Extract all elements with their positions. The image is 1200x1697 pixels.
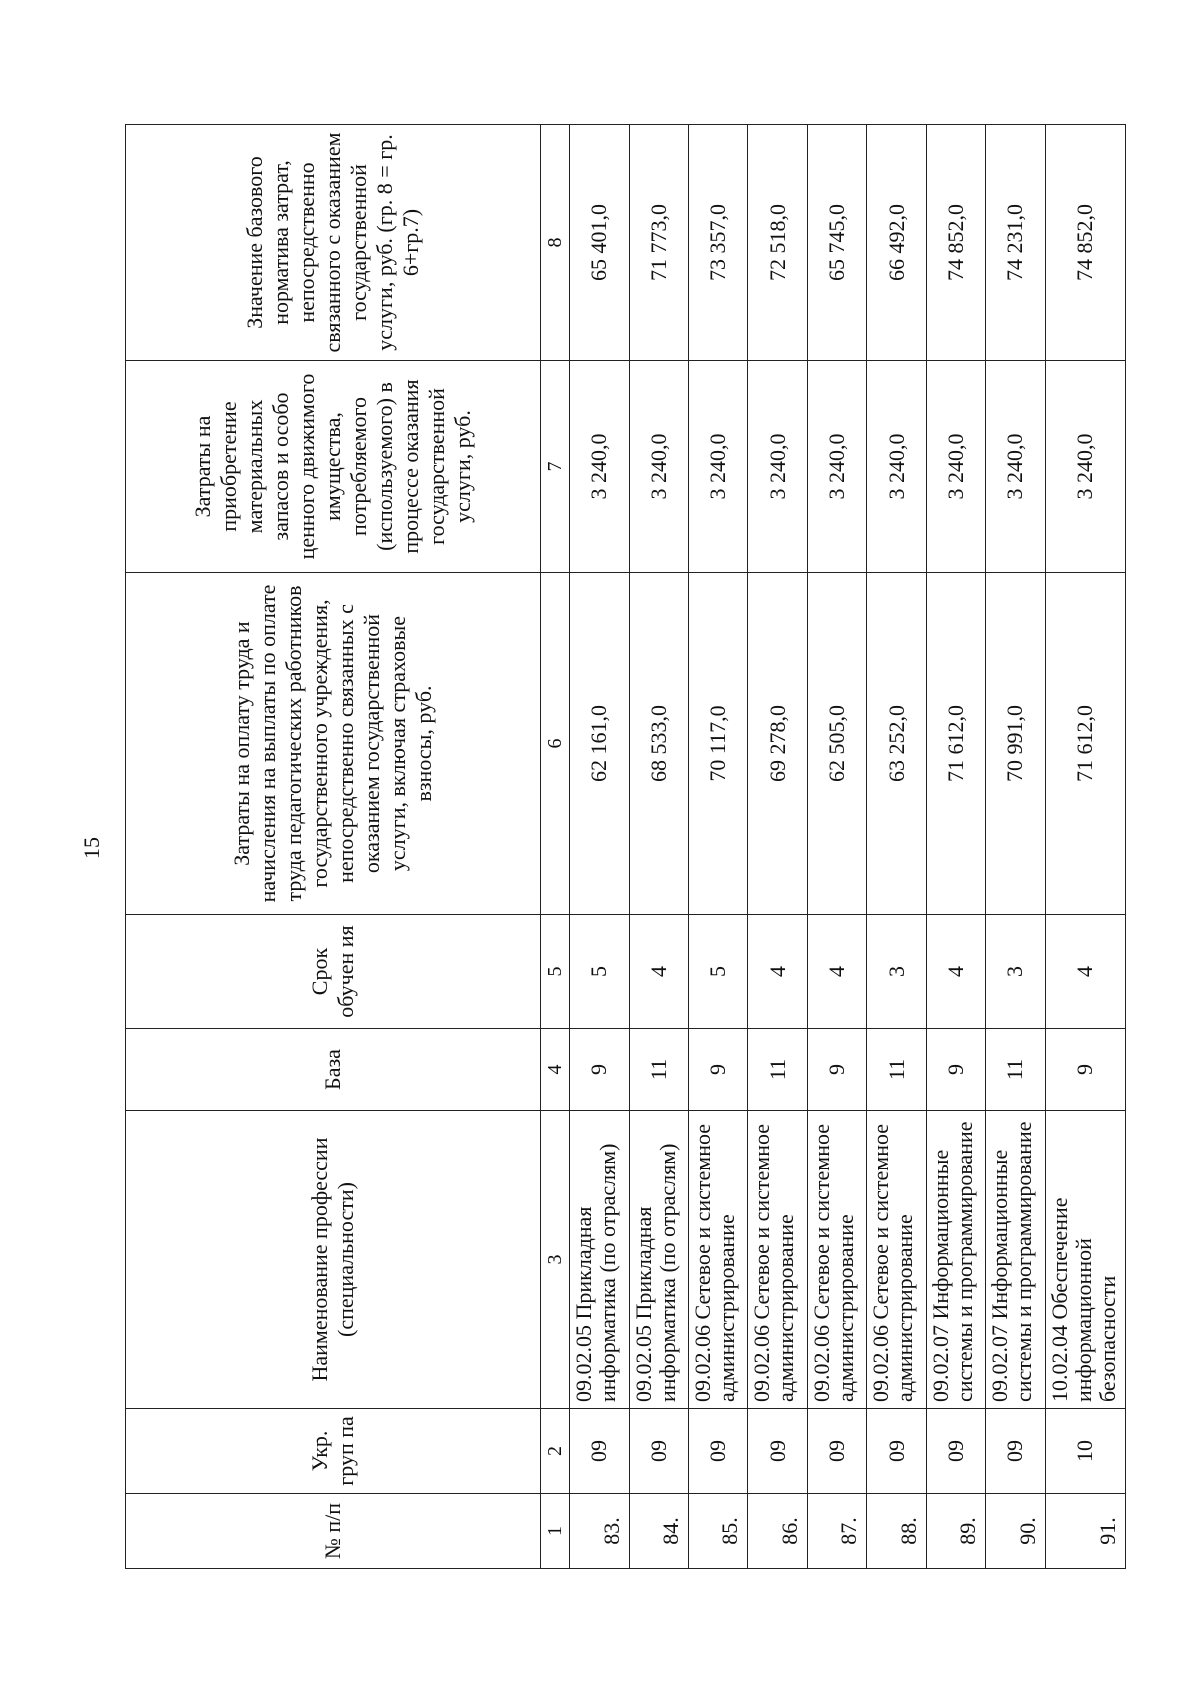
material-cost: 3 240,0 bbox=[1045, 361, 1125, 573]
group-code: 09 bbox=[748, 1409, 807, 1494]
base-norm-value: 74 231,0 bbox=[986, 125, 1045, 361]
study-term: 4 bbox=[748, 915, 807, 1029]
labor-cost: 71 612,0 bbox=[926, 573, 985, 915]
row-number: 84. bbox=[629, 1494, 688, 1569]
base-grade: 9 bbox=[570, 1029, 629, 1111]
specialty-name: 09.02.07 Информационные системы и программирование bbox=[926, 1111, 985, 1409]
header-material-costs: Затраты на приобретение материальных запасов и особо ценного движимого имущества, потребляемого (используемого) в процессе оказания государственной услуги, руб. bbox=[126, 361, 541, 573]
column-number: 8 bbox=[541, 125, 570, 361]
study-term: 4 bbox=[1045, 915, 1125, 1029]
column-number-row bbox=[541, 125, 570, 1569]
base-norm-value: 65 401,0 bbox=[570, 125, 629, 361]
base-norm-value: 74 852,0 bbox=[926, 125, 985, 361]
study-term: 4 bbox=[926, 915, 985, 1029]
table-row bbox=[926, 125, 985, 1569]
row-number: 88. bbox=[867, 1494, 926, 1569]
table-row bbox=[570, 125, 629, 1569]
group-code: 09 bbox=[689, 1409, 748, 1494]
study-term: 3 bbox=[986, 915, 1045, 1029]
specialty-name: 09.02.07 Информационные системы и программирование bbox=[986, 1111, 1045, 1409]
specialty-name: 09.02.05 Прикладная информатика (по отраслям) bbox=[570, 1111, 629, 1409]
rotated-table-frame bbox=[125, 125, 1126, 1569]
specialty-name: 09.02.06 Сетевое и системное администрирование bbox=[748, 1111, 807, 1409]
study-term: 4 bbox=[807, 915, 866, 1029]
row-number: 85. bbox=[689, 1494, 748, 1569]
header-base-norm: Значение базового норматива затрат, непосредственно связанного с оказанием государственной услуги, руб. (гр. 8 = гр. 6+гр.7) bbox=[126, 125, 541, 361]
base-grade: 9 bbox=[1045, 1029, 1125, 1111]
page-number: 15 bbox=[79, 837, 104, 859]
row-number: 87. bbox=[807, 1494, 866, 1569]
column-number: 7 bbox=[541, 361, 570, 573]
material-cost: 3 240,0 bbox=[570, 361, 629, 573]
column-number: 5 bbox=[541, 915, 570, 1029]
material-cost: 3 240,0 bbox=[748, 361, 807, 573]
table-header-row bbox=[126, 125, 541, 1569]
base-grade: 9 bbox=[807, 1029, 866, 1111]
base-norm-value: 72 518,0 bbox=[748, 125, 807, 361]
base-norm-value: 73 357,0 bbox=[689, 125, 748, 361]
base-norm-value: 74 852,0 bbox=[1045, 125, 1125, 361]
base-grade: 11 bbox=[748, 1029, 807, 1111]
base-grade: 11 bbox=[629, 1029, 688, 1111]
cost-table-container bbox=[125, 125, 1126, 1569]
group-code: 09 bbox=[986, 1409, 1045, 1494]
labor-cost: 69 278,0 bbox=[748, 573, 807, 915]
header-base: База bbox=[126, 1029, 541, 1111]
material-cost: 3 240,0 bbox=[689, 361, 748, 573]
row-number: 90. bbox=[986, 1494, 1045, 1569]
group-code: 10 bbox=[1045, 1409, 1125, 1494]
header-group: Укр. груп па bbox=[126, 1409, 541, 1494]
table-row bbox=[748, 125, 807, 1569]
base-norm-value: 66 492,0 bbox=[867, 125, 926, 361]
group-code: 09 bbox=[629, 1409, 688, 1494]
study-term: 5 bbox=[689, 915, 748, 1029]
material-cost: 3 240,0 bbox=[867, 361, 926, 573]
group-code: 09 bbox=[867, 1409, 926, 1494]
study-term: 4 bbox=[629, 915, 688, 1029]
labor-cost: 63 252,0 bbox=[867, 573, 926, 915]
table-row bbox=[867, 125, 926, 1569]
table-row bbox=[986, 125, 1045, 1569]
row-number: 89. bbox=[926, 1494, 985, 1569]
specialty-name: 09.02.06 Сетевое и системное администрирование bbox=[807, 1111, 866, 1409]
table-row bbox=[689, 125, 748, 1569]
labor-cost: 70 117,0 bbox=[689, 573, 748, 915]
base-grade: 9 bbox=[926, 1029, 985, 1111]
header-num: № п/п bbox=[126, 1494, 541, 1569]
material-cost: 3 240,0 bbox=[629, 361, 688, 573]
base-grade: 11 bbox=[986, 1029, 1045, 1111]
labor-cost: 70 991,0 bbox=[986, 573, 1045, 915]
table-row bbox=[807, 125, 866, 1569]
material-cost: 3 240,0 bbox=[807, 361, 866, 573]
specialty-name: 09.02.06 Сетевое и системное администрирование bbox=[867, 1111, 926, 1409]
labor-cost: 71 612,0 bbox=[1045, 573, 1125, 915]
row-number: 86. bbox=[748, 1494, 807, 1569]
table-row bbox=[629, 125, 688, 1569]
row-number: 91. bbox=[1045, 1494, 1125, 1569]
row-number: 83. bbox=[570, 1494, 629, 1569]
base-norm-value: 71 773,0 bbox=[629, 125, 688, 361]
base-grade: 11 bbox=[867, 1029, 926, 1111]
labor-cost: 62 505,0 bbox=[807, 573, 866, 915]
base-grade: 9 bbox=[689, 1029, 748, 1111]
group-code: 09 bbox=[570, 1409, 629, 1494]
base-norm-value: 65 745,0 bbox=[807, 125, 866, 361]
specialty-name: 09.02.05 Прикладная информатика (по отраслям) bbox=[629, 1111, 688, 1409]
study-term: 5 bbox=[570, 915, 629, 1029]
group-code: 09 bbox=[926, 1409, 985, 1494]
column-number: 3 bbox=[541, 1111, 570, 1409]
specialty-name: 10.02.04 Обеспечение информационной безопасности bbox=[1045, 1111, 1125, 1409]
labor-cost: 68 533,0 bbox=[629, 573, 688, 915]
column-number: 2 bbox=[541, 1409, 570, 1494]
header-name: Наименование профессии (специальности) bbox=[126, 1111, 541, 1409]
group-code: 09 bbox=[807, 1409, 866, 1494]
material-cost: 3 240,0 bbox=[986, 361, 1045, 573]
column-number: 4 bbox=[541, 1029, 570, 1111]
header-term: Срок обучен ия bbox=[126, 915, 541, 1029]
study-term: 3 bbox=[867, 915, 926, 1029]
material-cost: 3 240,0 bbox=[926, 361, 985, 573]
specialty-name: 09.02.06 Сетевое и системное администрирование bbox=[689, 1111, 748, 1409]
header-labor-costs: Затраты на оплату труда и начисления на выплаты по оплате труда педагогических работников государственного учреждения, непосредственно связанных с оказанием государственной услуги, включая страховые взносы, руб. bbox=[126, 573, 541, 915]
table-row bbox=[1045, 125, 1125, 1569]
column-number: 6 bbox=[541, 573, 570, 915]
labor-cost: 62 161,0 bbox=[570, 573, 629, 915]
cost-norm-table bbox=[125, 124, 1126, 1569]
column-number: 1 bbox=[541, 1494, 570, 1569]
